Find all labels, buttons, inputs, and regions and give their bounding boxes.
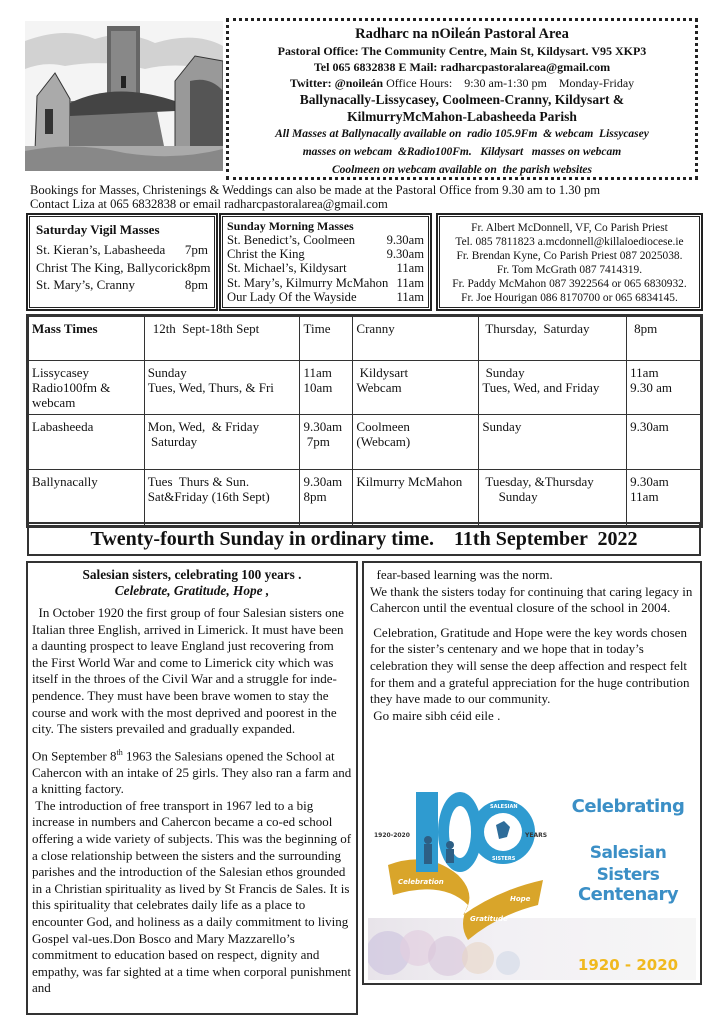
liturgical-date-banner: Twenty-fourth Sunday in ordinary time. 11th September 2022 xyxy=(27,522,701,556)
table-cell: 11am 9.30 am xyxy=(627,361,701,415)
table-row xyxy=(29,415,701,470)
table-row xyxy=(29,470,701,526)
table-cell: 11am 10am xyxy=(300,361,353,415)
church-name: Christ The King, Ballycorick xyxy=(36,259,188,275)
table-cell: Labasheeda xyxy=(29,415,145,470)
table-header-row xyxy=(29,317,701,361)
ribbon-word-hope: Hope xyxy=(510,895,531,903)
salesian-centenary-image xyxy=(368,780,696,980)
heading-line-1: Celebrating xyxy=(571,796,685,817)
twitter-handle: Twitter: @noileán xyxy=(289,76,384,90)
table-cell: 12th Sept-18th Sept xyxy=(144,317,300,361)
church-name: St. Benedict’s, Coolmeen xyxy=(227,233,356,247)
article-paragraph xyxy=(32,745,352,798)
table-cell: Sunday xyxy=(479,415,627,470)
table-cell: 9.30am 8pm xyxy=(300,470,353,526)
mass-time: 8pm xyxy=(184,277,208,292)
broadcast-line-2: masses on webcam &Radio100Fm. Kildysart masses on webcam xyxy=(302,146,622,158)
church-name: Our Lady Of the Wayside xyxy=(227,289,357,304)
ribbon-word-gratitude: Gratitude xyxy=(470,915,508,923)
centenary-years: 1920 - 2020 xyxy=(577,956,679,974)
sunday-morning-box xyxy=(219,213,432,311)
table-cell: Time xyxy=(300,317,353,361)
church-name: Christ the King xyxy=(227,247,305,262)
parishes-line-2: KilmurryMcMahon-Labasheeda Parish xyxy=(347,109,577,124)
table-cell: Kilmurry McMahon xyxy=(353,470,479,526)
list-item xyxy=(227,290,424,304)
list-item xyxy=(227,247,424,261)
office-hours: Office Hours: 9:30 am-1:30 pm Monday-Friday xyxy=(386,76,635,90)
table-cell: Lissycasey Radio100fm & webcam xyxy=(29,361,145,415)
table-cell: Thursday, Saturday xyxy=(479,317,627,361)
table-cell: Tues Thurs & Sun. Sat&Friday (16th Sept) xyxy=(144,470,300,526)
article-paragraph: We thank the sisters today for continuing that caring legacy in Cahercon until the eventual closure of the school in 2004. xyxy=(370,583,693,616)
article-paragraph: fear-based learning was the norm. xyxy=(370,567,553,582)
years-small-label: 1920-2020 xyxy=(374,832,410,839)
bookings-notice xyxy=(30,183,600,211)
mass-time: 9.30am xyxy=(386,233,424,247)
table-cell: Tuesday, &Thursday Sunday xyxy=(479,470,627,526)
table-row xyxy=(29,361,701,415)
superscript: th xyxy=(116,747,123,757)
table-cell: Coolmeen (Webcam) xyxy=(353,415,479,470)
ribbon-word-celebration: Celebration xyxy=(398,878,444,886)
priest-line: Fr. Joe Hourigan 086 8170700 or 065 6834145. xyxy=(461,292,678,304)
broadcast-line-1: All Masses at Ballynacally available on radio 105.9Fm & webcam Lissycasey xyxy=(275,128,649,140)
table-cell: Sunday Tues, Wed, and Friday xyxy=(479,361,627,415)
table-cell: Kildysart Webcam xyxy=(353,361,479,415)
heading-line-3: Centenary xyxy=(577,884,679,905)
mass-time: 9.30am xyxy=(386,247,424,262)
table-cell: 9.30am xyxy=(627,415,701,470)
church-ruin-illustration xyxy=(25,21,223,171)
table-cell xyxy=(29,317,145,361)
table-cell: Sunday Tues, Wed, Thurs, & Fri xyxy=(144,361,300,415)
twitter-hours-line xyxy=(229,75,695,91)
church-name: St. Mary’s, Kilmurry McMahon xyxy=(227,275,389,290)
article-paragraph: In October 1920 the first group of four Salesian sisters one Italian three English, arrived in Limerick. It must have been a daunting prospect to leave England just recovering from the First World War and come to Limerick city which was itself in the throes of the Civil War and a struggle for inde-pendence. They must have been brave women to stay the course and work with the most deprived and poorest in the city. The sisters prevailed and gradually expanded. xyxy=(32,605,348,737)
table-cell: Ballynacally xyxy=(29,470,145,526)
article-subtitle: Celebrate, Gratitude, Hope , xyxy=(114,583,270,598)
priest-line: Tel. 085 7811823 a.mcdonnell@killaloediocese.ie xyxy=(455,236,684,248)
church-name: St. Mary’s, Cranny xyxy=(36,277,135,292)
mass-time: 8pm xyxy=(187,259,211,275)
table-cell: 8pm xyxy=(627,317,701,361)
ring-top-label: SALESIAN xyxy=(490,804,518,810)
ring-bottom-label: SISTERS xyxy=(492,856,516,862)
article-title: Salesian sisters, celebrating 100 years . xyxy=(82,567,302,582)
priest-line: Fr. Tom McGrath 087 7414319. xyxy=(496,264,643,276)
list-item xyxy=(36,241,208,259)
article-paragraph: The introduction of free transport in 1967 led to a big increase in numbers and Cahercon became a co-ed school offering a wide variety of subjects. This was the beginning of a close relationship between the sisters and the surrounding parishes and the introduction of the Salesian ethos grounded in a Christian spirituality as lived by St Francis de Sales. It is this spirituality that celebrates daily life as a place to encounter God, and holiness as a daily commitment to living Gospel val-ues.Don Bosco and Mary Mazzarello’s commitment to education based on respect, dignity and empathy, was far sighted at a time when corporal punishment and xyxy=(32,797,355,996)
bookings-line-1: Bookings for Masses, Christenings & Weddings can also be made at the Pastoral Office from 9.30 am to 1.30 pm xyxy=(30,183,601,197)
table-cell: 9.30am 11am xyxy=(627,470,701,526)
area-title: Radharc na nOileán Pastoral Area xyxy=(355,26,569,42)
pastoral-area-header xyxy=(226,18,698,180)
church-name: St. Kieran’s, Labasheeda xyxy=(36,242,166,257)
church-name: St. Michael’s, Kildysart xyxy=(227,261,347,276)
contact-line: Tel 065 6832838 E Mail: radharcpastoralarea@gmail.com xyxy=(313,60,611,74)
broadcast-line-3: Coolmeen on webcam available on the parish websites xyxy=(331,164,593,176)
office-address: Pastoral Office: The Community Centre, Main St, Kildysart. V95 XKP3 xyxy=(277,44,647,58)
heading-line-2: Salesian Sisters xyxy=(589,843,667,885)
article-column-left xyxy=(26,561,358,1015)
saturday-vigil-title: Saturday Vigil Masses xyxy=(36,222,160,237)
priest-line: Fr. Albert McDonnell, VF, Co Parish Priest xyxy=(471,222,668,234)
mass-time: 11am xyxy=(396,275,424,290)
saturday-vigil-box xyxy=(26,213,218,311)
table-cell: Cranny xyxy=(353,317,479,361)
mass-time: 7pm xyxy=(184,242,208,257)
list-item xyxy=(36,276,208,294)
priest-line: Fr. Paddy McMahon 087 3922564 or 065 6830932. xyxy=(452,278,687,290)
list-item xyxy=(227,233,424,247)
priests-contact-box xyxy=(436,213,703,311)
years-word-label: YEARS xyxy=(525,832,548,839)
table-cell: Mon, Wed, & Friday Saturday xyxy=(144,415,300,470)
text-span: On September 8 xyxy=(32,748,117,764)
article-paragraph: Celebration, Gratitude and Hope were the key words chosen for the sister’s centenary and we hope that in today’s celebration they will sense the deep affection and respect felt for them and a grateful appreciation for the huge contribution they have made to our community. xyxy=(370,624,693,707)
table-cell: 9.30am 7pm xyxy=(300,415,353,470)
priest-line: Fr. Brendan Kyne, Co Parish Priest 087 2025038. xyxy=(456,250,683,262)
list-item xyxy=(227,261,424,275)
centenary-logo xyxy=(368,780,563,950)
article-paragraph: Go maire sibh céid eile . xyxy=(370,707,501,723)
mass-time: 11am xyxy=(396,289,424,304)
mass-time: 11am xyxy=(396,261,424,276)
bookings-line-2: Contact Liza at 065 6832838 or email radharcpastoralarea@gmail.com xyxy=(30,197,388,211)
list-item xyxy=(227,276,424,290)
parishes-line-1: Ballynacally-Lissycasey, Coolmeen-Cranny, Kildysart & xyxy=(299,92,625,107)
header-label: Mass Times xyxy=(32,321,98,336)
list-item xyxy=(36,259,211,277)
mass-times-table xyxy=(28,316,701,526)
text-span: 1963 the Salesians opened the School at Cahercon with an intake of 25 girls. They also ran a farm and a knitting factory. xyxy=(32,748,352,797)
sunday-morning-title: Sunday Morning Masses xyxy=(227,219,354,233)
